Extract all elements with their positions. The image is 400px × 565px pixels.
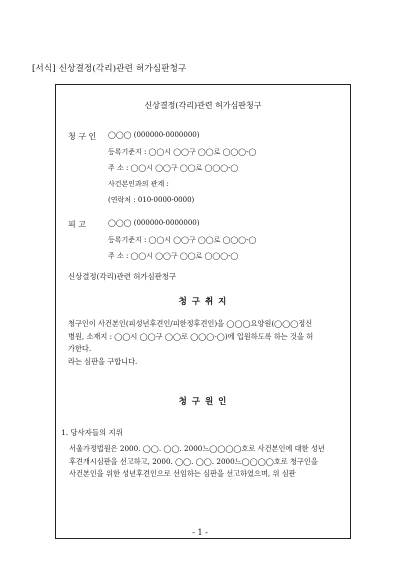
purpose-line: 청구인이 사건본인(피성년후견인/피한정후견인)을 ◯◯◯요양원(◯◯◯정신 [68, 319, 313, 328]
purpose-line: 라는 심판을 구합니다. [68, 356, 138, 366]
cause-line: 사건본인을 위한 성년후견인으로 선임하는 심판을 선고하였으며, 위 심판 [69, 469, 296, 478]
page-number: - 1 - [192, 528, 208, 537]
purpose-heading: 청 구 취 지 [178, 297, 228, 307]
respondent-registry-line: 등록기준지 : ◯◯시 ◯◯구 ◯◯로 ◯◯◯-◯ [108, 236, 257, 244]
document-title: 신상결정(각리)관련 허가심판청구 [144, 101, 262, 110]
cause-item-1: 1. 당사자들의 지위 [61, 428, 123, 437]
purpose-paragraph [68, 318, 313, 368]
cause-line: 후견개시심판을 선고하고, 2000. ◯◯. ◯◯. 2000느◯◯◯◯호로 청구인을 [69, 456, 318, 466]
cause-line: 서울가정법원은 2000. ◯◯. ◯◯. 2000느◯◯◯◯호로 사건본인에 대한 성년 [69, 444, 325, 453]
petitioner-name-line: ◯◯◯ (000000-0000000) [108, 131, 200, 139]
document-frame [55, 84, 351, 539]
respondent-role: 피 고 [68, 220, 86, 229]
cause-heading: 청 구 원 인 [178, 397, 228, 407]
purpose-line: 가한다. [68, 344, 92, 353]
petitioner-relation-line: 사건본인과의 관계 : [108, 180, 169, 188]
petitioner-role: 청 구 인 [68, 132, 97, 141]
purpose-line: 병원, 소재지 : ◯◯시 ◯◯구 ◯◯로 ◯◯◯-◯)에 입원하도록 하는 것을 허 [68, 331, 314, 341]
respondent-name-line: ◯◯◯ (000000-0000000) [108, 219, 200, 227]
form-label: [서식] 신상결정(각리)관련 허가심판청구 [32, 64, 187, 74]
subtitle-repeat: 신상결정(각리)관련 허가심판청구 [68, 272, 177, 281]
petitioner-registry-line: 등록기준지 : ◯◯시 ◯◯구 ◯◯로 ◯◯◯-◯ [108, 148, 257, 156]
petitioner-address-line: 주 소 : ◯◯시 ◯◯구 ◯◯로 ◯◯◯-◯ [108, 164, 239, 172]
cause-paragraph [69, 443, 325, 481]
petitioner-contact-line: (연락처 : 010-0000-0000) [108, 196, 195, 204]
respondent-address-line: 주 소 : ◯◯시 ◯◯구 ◯◯로 ◯◯◯-◯ [108, 252, 239, 260]
